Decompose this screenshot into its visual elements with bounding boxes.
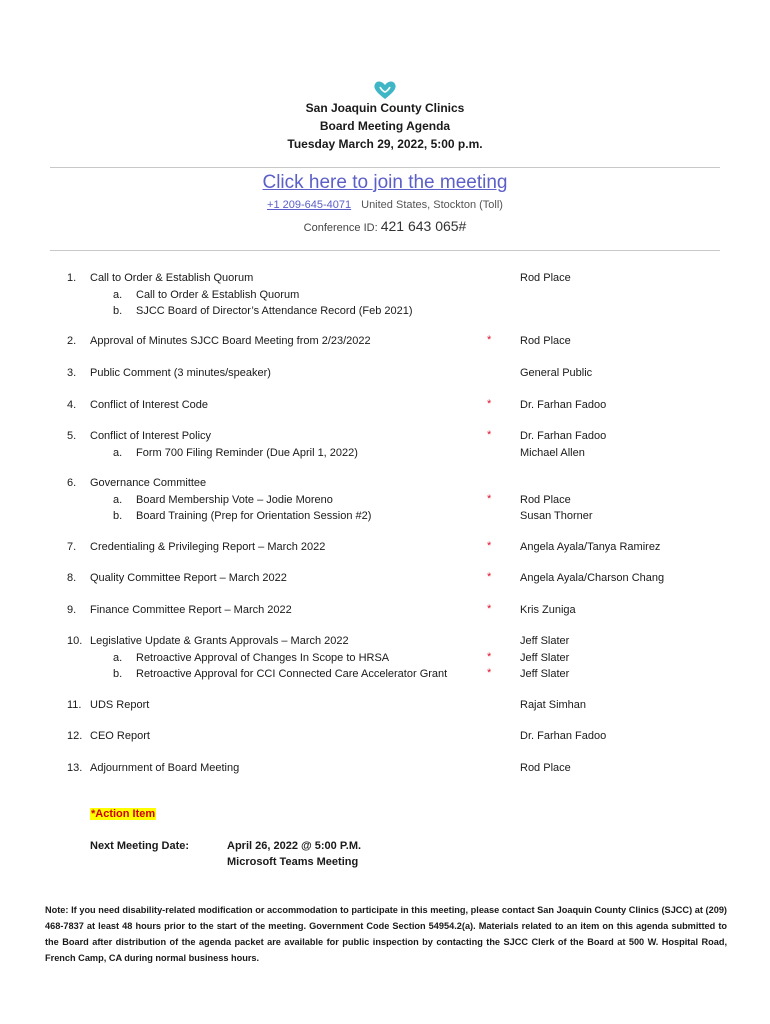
org-name: San Joaquin County Clinics [305,101,465,115]
agenda-subitem-text: Board Training (Prep for Orientation Session #2) [136,510,372,522]
agenda-subitem-text: Board Membership Vote – Jodie Moreno [136,493,333,506]
agenda-item-number: 11. [67,699,82,711]
action-item-marker: * [487,571,492,583]
next-meeting-date: April 26, 2022 @ 5:00 P.M. [227,840,362,852]
divider-bottom [50,250,720,251]
agenda-item-presenter: Dr. Farhan Fadoo [520,730,607,742]
agenda-item-title: Conflict of Interest Policy [90,430,212,442]
agenda-item-presenter: Rod Place [520,272,571,284]
sjcc-heart-logo-icon [372,80,398,100]
agenda-subitem-text: Call to Order & Establish Quorum [136,288,300,301]
agenda-item-presenter: Rod Place [520,762,571,774]
agenda-subitem-letter: a. [113,493,123,506]
agenda-item-presenter: Rajat Simhan [520,699,587,711]
agenda-item-title: CEO Report [90,730,150,742]
agenda-item-title: Approval of Minutes SJCC Board Meeting from 2/23/2022 [90,335,371,347]
agenda-item-number: 13. [67,762,83,774]
agenda-item-presenter: Angela Ayala/Tanya Ramirez [520,541,661,553]
conference-id-label: Conference ID: [303,222,378,234]
join-meeting-link[interactable]: Click here to join the meeting [262,172,508,193]
agenda-subitem-letter: a. [113,446,123,459]
action-item-marker: * [487,429,492,441]
next-meeting-venue: Microsoft Teams Meeting [227,856,359,868]
conference-id-line [0,218,770,234]
agenda-subitem-text: Retroactive Approval for CCI Connected Care Accelerator Grant [136,668,448,680]
agenda-subitem-text: Form 700 Filing Reminder (Due April 1, 2022) [136,446,358,459]
agenda-item-number: 4. [67,399,77,411]
divider-top [50,167,720,168]
agenda-subitem-letter: b. [113,668,123,680]
action-item-legend: *Action Item [91,808,156,820]
agenda-subitem-presenter: Susan Thorner [520,510,593,522]
agenda-item-title: Finance Committee Report – March 2022 [90,604,292,616]
accessibility-note: Note: If you need disability-related modification or accommodation to participate in this meeting, please contact San Joaquin County Clinics (SJCC) at (209) 468-7837 at least 48 hours prior to the start of the meeting. Government Code Section 54954.2(a). Materials related to an item on this agenda submitted to the Board after distribution of the agenda packet are available for public inspection by contacting the SJCC Clerk of the Board at 500 W. Hospital Road, French Camp, CA during normal business hours. [45,905,727,963]
action-item-marker: * [487,334,492,346]
agenda-subitem-letter: a. [113,651,123,664]
agenda-item-presenter: Kris Zuniga [520,604,576,616]
agenda-item-title: Credentialing & Privileging Report – March 2022 [90,541,326,553]
agenda-subitem-text: SJCC Board of Director’s Attendance Record (Feb 2021) [136,305,413,317]
agenda-subitem-presenter: Jeff Slater [520,668,570,680]
document-title: Board Meeting Agenda [319,119,451,133]
agenda-subitem-letter: b. [113,510,123,522]
agenda-subitem-presenter: Jeff Slater [520,651,570,664]
agenda-item-presenter: Rod Place [520,335,571,347]
agenda-item-number: 9. [67,604,77,616]
next-meeting-label: Next Meeting Date: [90,840,190,852]
agenda-item-number: 12. [67,730,83,742]
action-item-marker: * [487,667,492,679]
agenda-item-title: Public Comment (3 minutes/speaker) [90,367,271,379]
agenda-subitem-letter: b. [113,305,123,317]
agenda-item-number: 8. [67,572,77,584]
agenda-item-number: 6. [67,477,77,489]
agenda-subitem-presenter: Michael Allen [520,446,585,459]
agenda-item-number: 10. [67,635,83,647]
agenda-subitem-presenter: Rod Place [520,493,571,506]
phone-number-link[interactable]: +1 209-645-4071 [267,199,352,211]
agenda-item-title: Call to Order & Establish Quorum [90,272,254,284]
agenda-item-title: Legislative Update & Grants Approvals – March 2022 [90,635,349,647]
agenda-item-title: Conflict of Interest Code [90,399,209,411]
agenda-item-number: 2. [67,335,77,347]
agenda-item-title: UDS Report [90,699,150,711]
action-item-marker: * [487,398,492,410]
agenda-item-title: Adjournment of Board Meeting [90,762,240,774]
agenda-item-number: 7. [67,541,77,553]
agenda-subitem-text: Retroactive Approval of Changes In Scope to HRSA [136,651,390,664]
agenda-subitem-letter: a. [113,288,123,301]
agenda-item-presenter: Angela Ayala/Charson Chang [520,572,665,584]
agenda-item-presenter: Jeff Slater [520,635,570,647]
agenda-item-number: 3. [67,367,77,379]
phone-note: United States, Stockton (Toll) [361,199,503,211]
agenda-item-presenter: Dr. Farhan Fadoo [520,399,607,411]
action-item-marker: * [487,492,492,505]
meeting-datetime: Tuesday March 29, 2022, 5:00 p.m. [287,137,483,151]
action-item-marker: * [487,650,492,663]
action-item-marker: * [487,540,492,552]
conference-id-value: 421 643 065# [380,218,467,234]
agenda-item-presenter: Dr. Farhan Fadoo [520,430,607,442]
agenda-item-title: Quality Committee Report – March 2022 [90,572,287,584]
dial-in-line [0,199,770,211]
agenda-item-title: Governance Committee [90,477,207,489]
agenda-item-number: 5. [67,430,77,442]
agenda-item-number: 1. [67,272,77,284]
agenda-item-presenter: General Public [520,367,593,379]
action-item-marker: * [487,603,492,615]
